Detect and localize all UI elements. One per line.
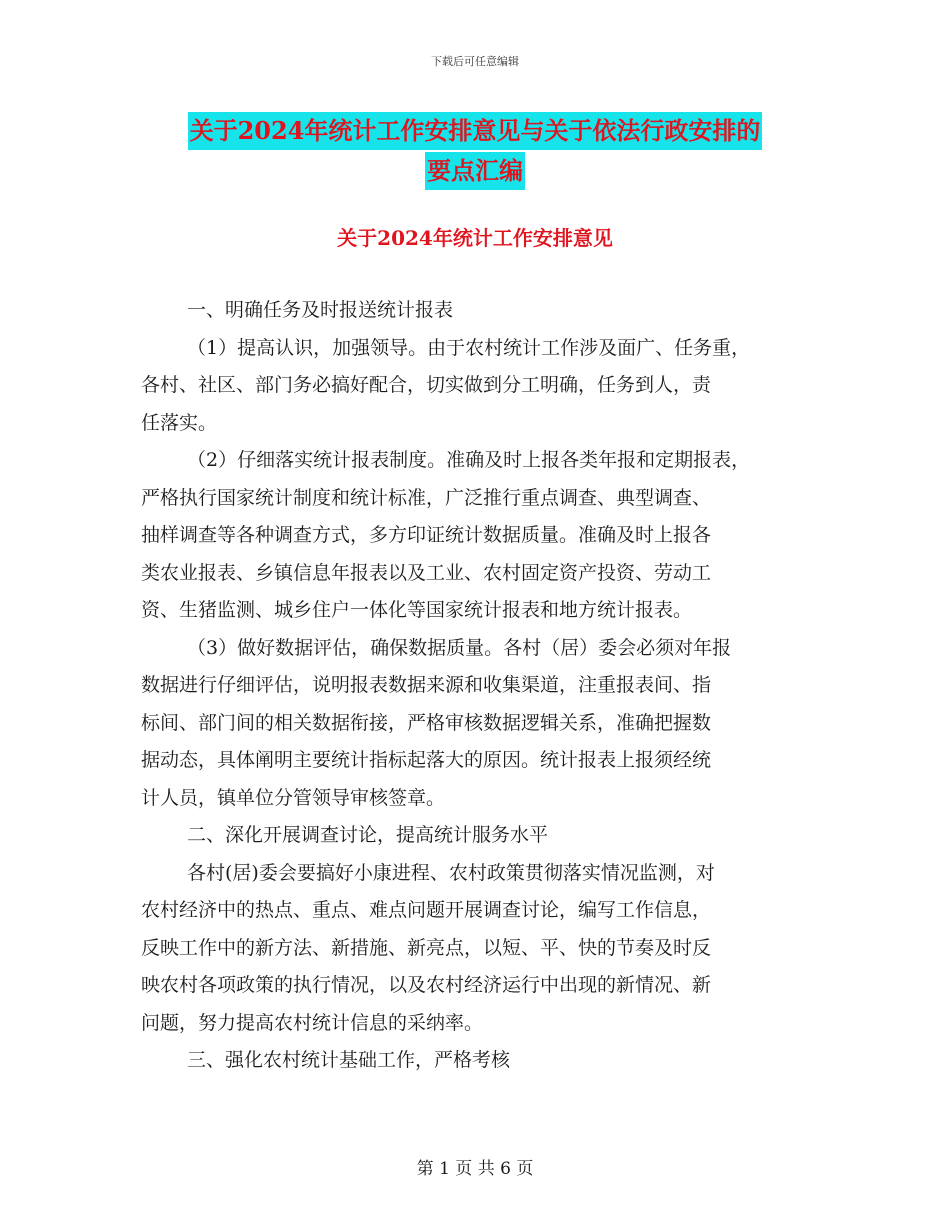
paragraph-heading-2 bbox=[141, 817, 821, 855]
text-line: （2）仔细落实统计报表制度。准确及时上报各类年报和定期报表， bbox=[187, 449, 751, 471]
document-title-line-1: 关于2024年统计工作安排意见与关于依法行政安排的 bbox=[188, 112, 763, 150]
text-line: 二、深化开展调查讨论，提高统计服务水平 bbox=[187, 824, 549, 846]
text-line: 资、生猪监测、城乡住户一体化等国家统计报表和地方统计报表。 bbox=[141, 599, 693, 621]
header-note: 下载后可任意编辑 bbox=[431, 55, 519, 68]
paragraph-heading-1 bbox=[141, 292, 821, 330]
section-title: 关于2024年统计工作安排意见 bbox=[337, 226, 613, 250]
text-line: 各村(居)委会要搞好小康进程、农村政策贯彻落实情况监测，对 bbox=[187, 861, 715, 884]
text-line: （1）提高认识，加强领导。由于农村统计工作涉及面广、任务重， bbox=[187, 336, 751, 359]
document-body bbox=[141, 292, 821, 1080]
page-number: 第 1 页 共 6 页 bbox=[416, 1159, 534, 1179]
text-line: 映农村各项政策的执行情况，以及农村经济运行中出现的新情况、新 bbox=[141, 974, 712, 996]
text-line: 抽样调查等各种调查方式，多方印证统计数据质量。准确及时上报各 bbox=[141, 524, 712, 546]
paragraph-1 bbox=[141, 330, 821, 443]
text-line: 任落实。 bbox=[141, 411, 218, 434]
text-line: 反映工作中的新方法、新措施、新亮点，以短、平、快的节奏及时反 bbox=[141, 936, 712, 959]
text-line: 问题，努力提高农村统计信息的采纳率。 bbox=[141, 1011, 484, 1034]
paragraph-heading-3 bbox=[141, 1042, 821, 1080]
text-line: 类农业报表、乡镇信息年报表以及工业、农村固定资产投资、劳动工 bbox=[141, 561, 712, 584]
document-title-line-2: 要点汇编 bbox=[425, 152, 525, 190]
paragraph-4 bbox=[141, 855, 821, 1043]
text-line: 数据进行仔细评估，说明报表数据来源和收集渠道，注重报表间、指 bbox=[141, 674, 712, 696]
text-line: 农村经济中的热点、重点、难点问题开展调查讨论，编写工作信息， bbox=[141, 899, 712, 921]
paragraph-3 bbox=[141, 630, 821, 818]
text-line: 据动态，具体阐明主要统计指标起落大的原因。统计报表上报须经统 bbox=[141, 749, 712, 771]
text-line: 三、强化农村统计基础工作，严格考核 bbox=[187, 1049, 511, 1071]
document-title bbox=[0, 112, 950, 190]
text-line: 各村、社区、部门务必搞好配合，切实做到分工明确，任务到人，责 bbox=[141, 374, 712, 396]
text-line: 严格执行国家统计制度和统计标准，广泛推行重点调查、典型调查、 bbox=[141, 486, 712, 509]
paragraph-2 bbox=[141, 442, 821, 630]
text-line: 标间、部门间的相关数据衔接，严格审核数据逻辑关系，准确把握数 bbox=[141, 711, 712, 734]
text-line: 一、明确任务及时报送统计报表 bbox=[187, 299, 454, 321]
text-line: 计人员，镇单位分管领导审核签章。 bbox=[141, 786, 446, 809]
text-line: （3）做好数据评估，确保数据质量。各村（居）委会必须对年报 bbox=[187, 636, 732, 659]
